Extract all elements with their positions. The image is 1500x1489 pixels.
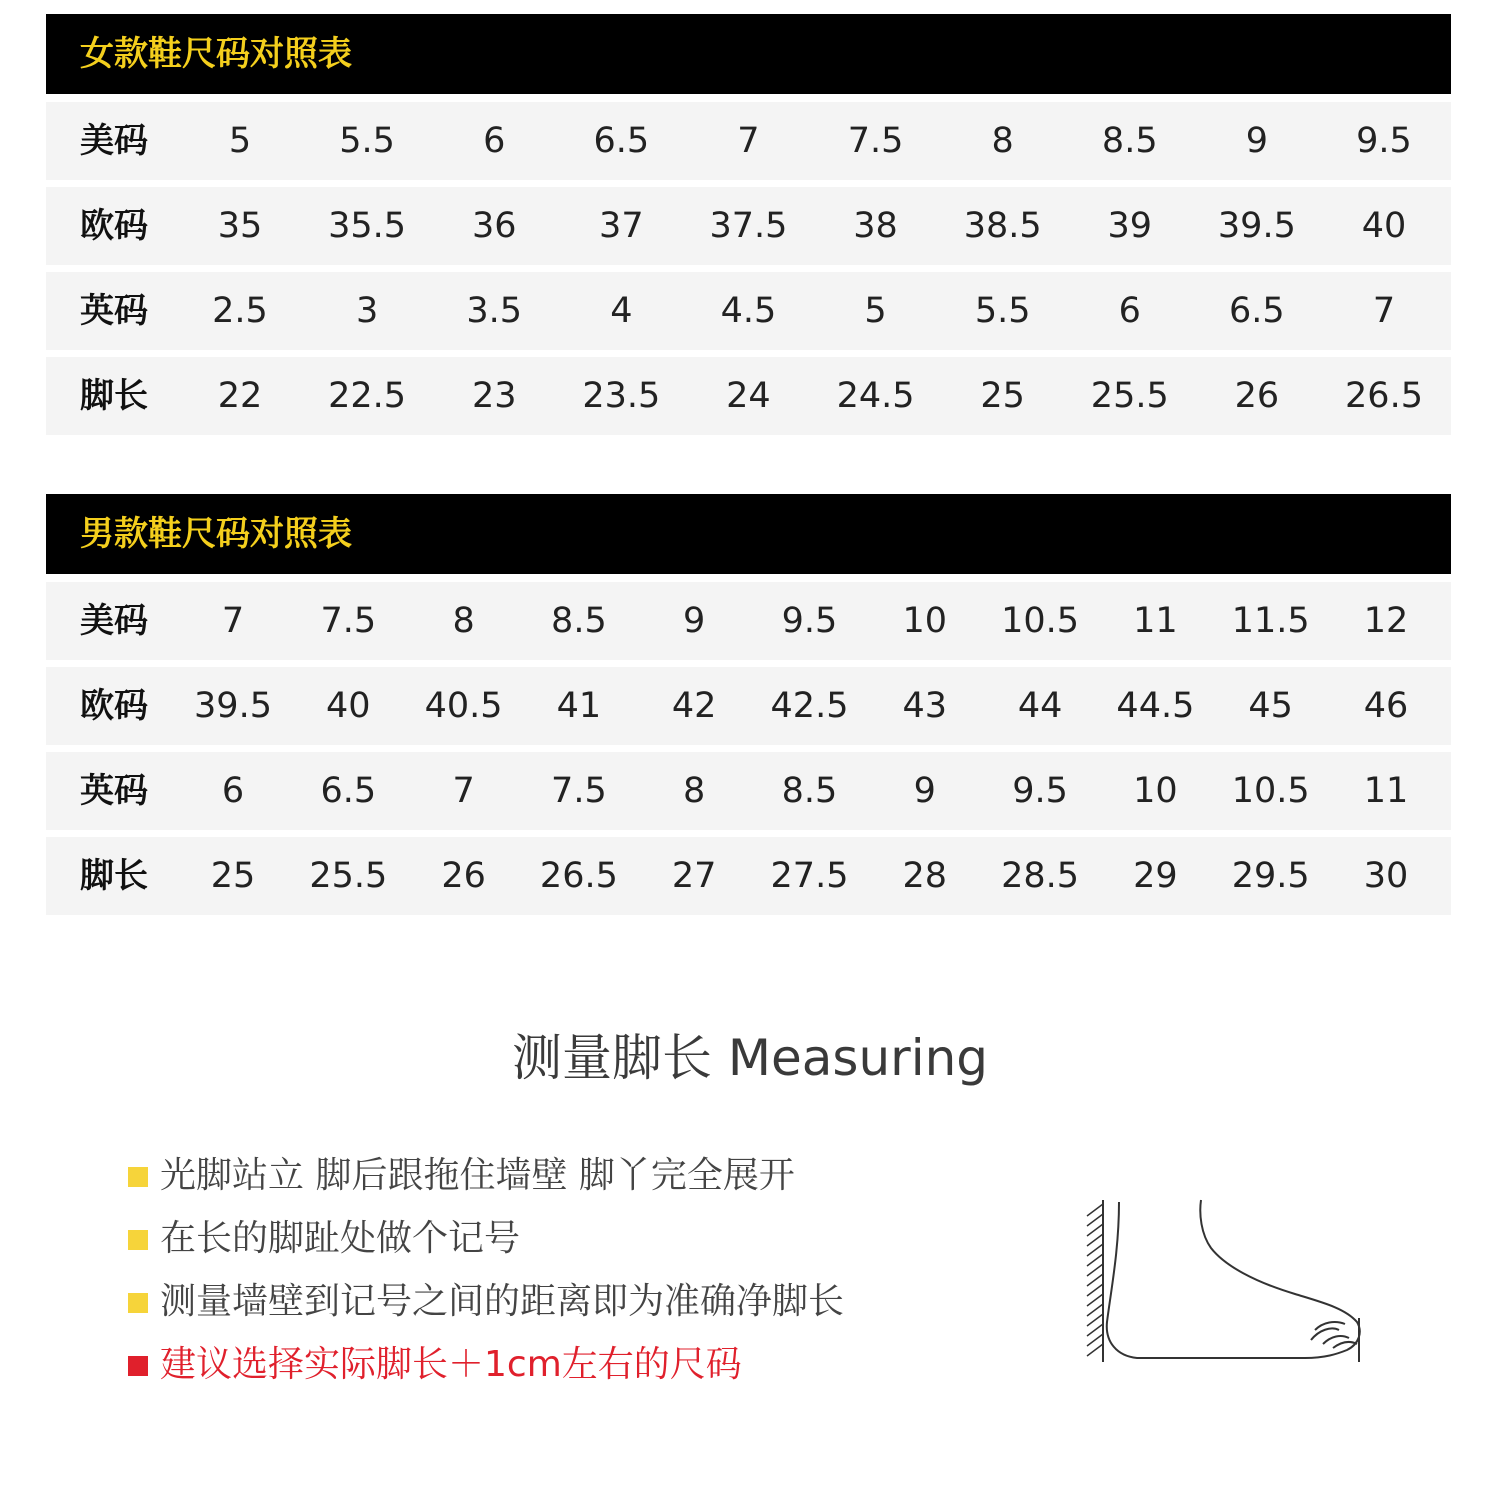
size-cell: 39.5 — [1217, 206, 1296, 246]
size-cell: 24.5 — [836, 376, 915, 416]
square-bullet-icon — [128, 1230, 148, 1250]
size-cell: 8 — [683, 771, 706, 811]
size-cell: 9.5 — [781, 601, 838, 641]
size-cell: 7.5 — [320, 601, 377, 641]
size-cell: 26.5 — [539, 856, 618, 896]
size-cell: 22 — [217, 376, 263, 416]
size-cell: 9.5 — [1356, 121, 1412, 161]
size-cell: 30 — [1363, 856, 1409, 896]
women-row — [46, 102, 1451, 180]
instruction-advice — [128, 1339, 844, 1402]
size-cell: 36 — [471, 206, 517, 246]
size-cell: 12 — [1363, 601, 1409, 641]
size-cell: 5 — [864, 291, 887, 331]
size-cell: 45 — [1248, 686, 1293, 726]
women-row — [46, 357, 1451, 435]
size-cell: 11 — [1133, 601, 1178, 641]
row-label: 英码 — [80, 291, 148, 331]
size-cell: 5 — [228, 121, 252, 161]
men-table-title: 男款鞋尺码对照表 — [46, 494, 1451, 574]
size-cell: 42.5 — [770, 686, 849, 726]
row-label: 欧码 — [80, 206, 148, 246]
row-label: 脚长 — [80, 376, 148, 416]
size-cell: 9.5 — [1012, 771, 1068, 811]
women-size-table — [46, 14, 1451, 442]
size-cell: 27 — [671, 856, 717, 896]
size-cell: 38.5 — [963, 206, 1042, 246]
instruction-text: 光脚站立 脚后跟拖住墙壁 脚丫完全展开 — [160, 1155, 795, 1196]
men-row — [46, 752, 1451, 830]
size-cell: 25 — [210, 856, 256, 896]
size-cell: 11.5 — [1231, 601, 1310, 641]
size-cell: 44.5 — [1116, 686, 1195, 726]
size-cell: 28.5 — [1001, 856, 1080, 896]
size-cell: 10 — [1133, 771, 1178, 811]
instruction-text: 测量墙壁到记号之间的距离即为准确净脚长 — [160, 1281, 845, 1322]
size-cell: 35 — [217, 206, 263, 246]
row-label: 欧码 — [80, 686, 148, 726]
size-cell: 28 — [902, 856, 948, 896]
size-cell: 39 — [1107, 206, 1153, 246]
instruction-step-2 — [128, 1213, 844, 1276]
row-label: 美码 — [80, 601, 148, 641]
size-cell: 46 — [1363, 686, 1409, 726]
size-cell: 42 — [671, 686, 717, 726]
women-row — [46, 272, 1451, 350]
size-cell: 24 — [726, 376, 771, 416]
size-cell: 10 — [902, 601, 948, 641]
size-cell: 6.5 — [593, 121, 650, 161]
size-cell: 6 — [1118, 291, 1141, 331]
foot-against-wall-icon — [1075, 1190, 1375, 1375]
instruction-step-3 — [128, 1276, 844, 1339]
size-cell: 8.5 — [781, 771, 838, 811]
size-cell: 37.5 — [709, 206, 788, 246]
measuring-title: 测量脚长 Measuring — [511, 1029, 989, 1087]
size-cell: 27.5 — [770, 856, 849, 896]
size-cell: 11 — [1363, 771, 1409, 811]
row-label: 美码 — [80, 121, 148, 161]
size-cell: 25.5 — [309, 856, 388, 896]
size-cell: 9 — [683, 601, 706, 641]
men-size-table — [46, 494, 1451, 922]
size-cell: 8.5 — [551, 601, 607, 641]
men-row — [46, 667, 1451, 745]
size-cell: 5.5 — [974, 291, 1031, 331]
measuring-instructions — [128, 1150, 844, 1402]
size-cell: 26 — [441, 856, 486, 896]
size-cell: 6.5 — [320, 771, 377, 811]
square-bullet-icon — [128, 1356, 148, 1376]
size-cell: 7.5 — [847, 121, 904, 161]
size-cell: 7 — [221, 601, 245, 641]
size-cell: 9 — [913, 771, 936, 811]
women-table-body — [46, 94, 1451, 435]
square-bullet-icon — [128, 1293, 148, 1313]
men-row — [46, 837, 1451, 915]
size-cell: 35.5 — [328, 206, 407, 246]
size-cell: 7 — [1372, 291, 1396, 331]
size-cell: 7.5 — [551, 771, 607, 811]
size-cell: 38 — [853, 206, 898, 246]
size-cell: 4.5 — [720, 291, 777, 331]
size-cell: 43 — [902, 686, 948, 726]
size-cell: 8 — [452, 601, 475, 641]
advice-text: 建议选择实际脚长＋1cm左右的尺码 — [160, 1344, 742, 1385]
men-table-body — [46, 574, 1451, 915]
women-table-title: 女款鞋尺码对照表 — [46, 14, 1451, 94]
size-cell: 29 — [1133, 856, 1178, 896]
women-row — [46, 187, 1451, 265]
row-label: 英码 — [80, 771, 148, 811]
size-cell: 3 — [355, 291, 379, 331]
size-cell: 6 — [483, 121, 506, 161]
size-cell: 25.5 — [1090, 376, 1169, 416]
size-cell: 23 — [471, 376, 517, 416]
size-cell: 9 — [1245, 121, 1269, 161]
square-bullet-icon — [128, 1167, 148, 1187]
size-cell: 44 — [1017, 686, 1063, 726]
size-cell: 23.5 — [582, 376, 661, 416]
men-row — [46, 582, 1451, 660]
size-cell: 39.5 — [194, 686, 272, 726]
size-cell: 37 — [599, 206, 644, 246]
size-cell: 7 — [737, 121, 760, 161]
size-cell: 5.5 — [339, 121, 395, 161]
size-cell: 7 — [452, 771, 475, 811]
size-cell: 26.5 — [1345, 376, 1423, 416]
instruction-step-1 — [128, 1150, 844, 1213]
size-cell: 6.5 — [1229, 291, 1285, 331]
size-cell: 10.5 — [1001, 601, 1080, 641]
size-cell: 26 — [1234, 376, 1280, 416]
size-cell: 8.5 — [1101, 121, 1158, 161]
size-cell: 2.5 — [212, 291, 268, 331]
size-cell: 25 — [980, 376, 1025, 416]
instruction-text: 在长的脚趾处做个记号 — [160, 1218, 521, 1259]
size-cell: 6 — [221, 771, 245, 811]
size-cell: 22.5 — [328, 376, 407, 416]
size-cell: 40 — [326, 686, 371, 726]
size-cell: 29.5 — [1231, 856, 1310, 896]
size-cell: 40.5 — [424, 686, 503, 726]
size-cell: 4 — [610, 291, 633, 331]
size-cell: 10.5 — [1231, 771, 1310, 811]
size-cell: 40 — [1361, 206, 1407, 246]
size-cell: 3.5 — [466, 291, 523, 331]
size-cell: 41 — [556, 686, 602, 726]
row-label: 脚长 — [80, 856, 148, 896]
size-cell: 8 — [991, 121, 1014, 161]
